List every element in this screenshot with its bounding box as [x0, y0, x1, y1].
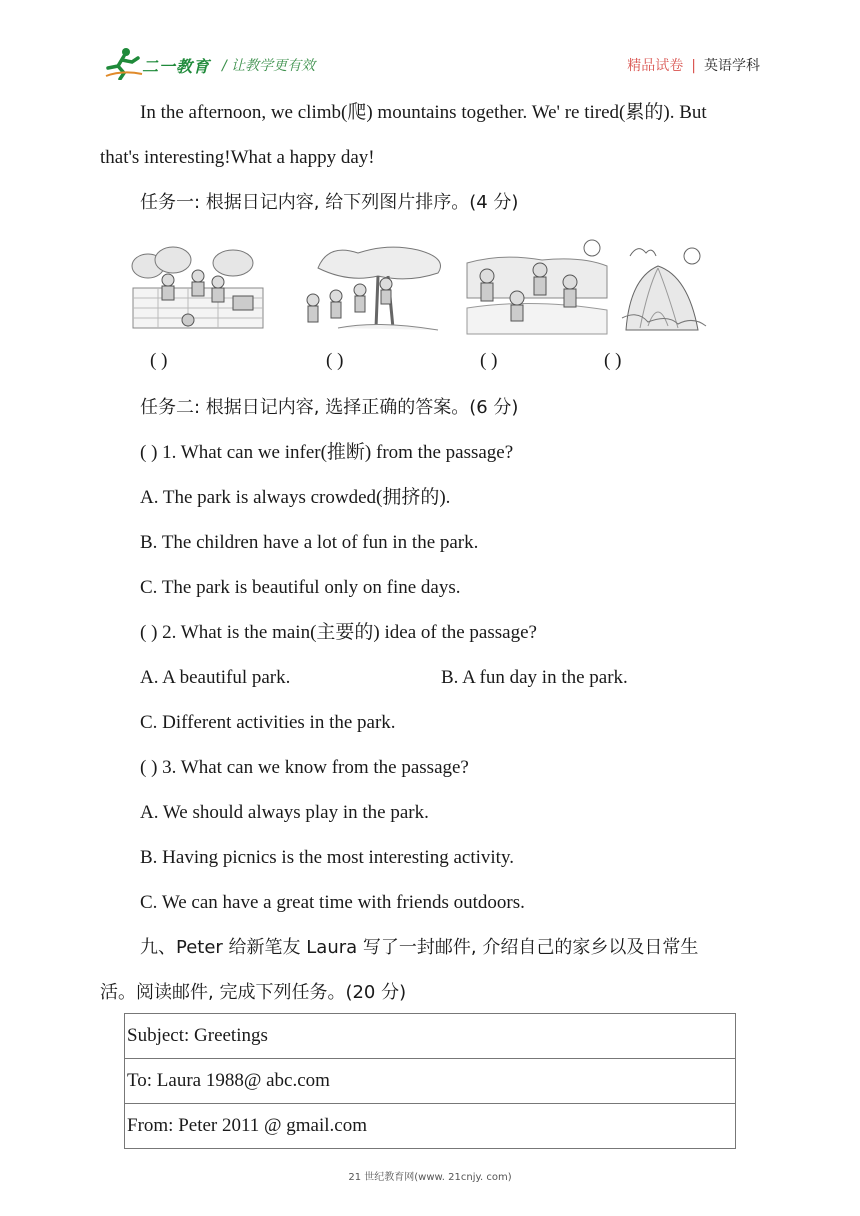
email-from: From: Peter 2011 @ gmail.com	[125, 1104, 736, 1149]
email-subject: Subject: Greetings	[125, 1014, 736, 1059]
answer-blank-1[interactable]: ( )	[150, 350, 168, 371]
section9-line-2: 活。阅读邮件, 完成下列任务。(20 分)	[100, 982, 407, 1003]
runner-logo-icon	[104, 46, 144, 80]
task1-title: 任务一: 根据日记内容, 给下列图片排序。(4 分)	[140, 192, 519, 213]
question-2-option-a: A. A beautiful park.	[140, 667, 291, 688]
email-header-table	[124, 1013, 736, 1149]
question-3-option-a: A. We should always play in the park.	[140, 802, 429, 823]
running-picture	[462, 238, 610, 338]
slogan: / 让教学更有效	[222, 58, 316, 74]
mountain-picture	[618, 238, 710, 338]
answer-blank-4[interactable]: ( )	[604, 350, 622, 371]
page-footer: 21 世纪教育网(www. 21cnjy. com)	[348, 1172, 512, 1183]
question-1-option-c: C. The park is beautiful only on fine days.	[140, 577, 461, 598]
answer-blank-3[interactable]: ( )	[480, 350, 498, 371]
header-separator: |	[691, 58, 696, 74]
passage-line-2: that's interesting!What a happy day!	[100, 147, 375, 168]
question-3-option-b: B. Having picnics is the most interesting activity.	[140, 847, 514, 868]
task2-title: 任务二: 根据日记内容, 选择正确的答案。(6 分)	[140, 397, 519, 418]
tree-climbing-picture	[298, 238, 448, 338]
question-2-option-c: C. Different activities in the park.	[140, 712, 396, 733]
picnic-picture	[128, 238, 268, 338]
question-2-option-b: B. A fun day in the park.	[441, 667, 628, 688]
question-3-option-c: C. We can have a great time with friends outdoors.	[140, 892, 525, 913]
question-3-stem: ( ) 3. What can we know from the passage?	[140, 757, 469, 778]
answer-blank-2[interactable]: ( )	[326, 350, 344, 371]
email-to: To: Laura 1988@ abc.com	[125, 1059, 736, 1104]
header-right	[627, 55, 760, 75]
question-1-option-b: B. The children have a lot of fun in the park.	[140, 532, 479, 553]
site-logo	[104, 46, 214, 80]
logo-text: 二一教育	[142, 57, 211, 76]
question-1-option-a: A. The park is always crowded(拥挤的).	[140, 487, 451, 508]
section9-line-1: 九、Peter 给新笔友 Laura 写了一封邮件, 介绍自己的家乡以及日常生	[140, 937, 699, 958]
question-2-stem: ( ) 2. What is the main(主要的) idea of the passage?	[140, 622, 537, 643]
quality-tag: 精品试卷	[627, 58, 684, 74]
subject-label: 英语学科	[704, 58, 760, 74]
question-1-stem: ( ) 1. What can we infer(推断) from the passage?	[140, 442, 514, 463]
passage-line-1: In the afternoon, we climb(爬) mountains together. We' re tired(累的). But	[140, 102, 707, 123]
